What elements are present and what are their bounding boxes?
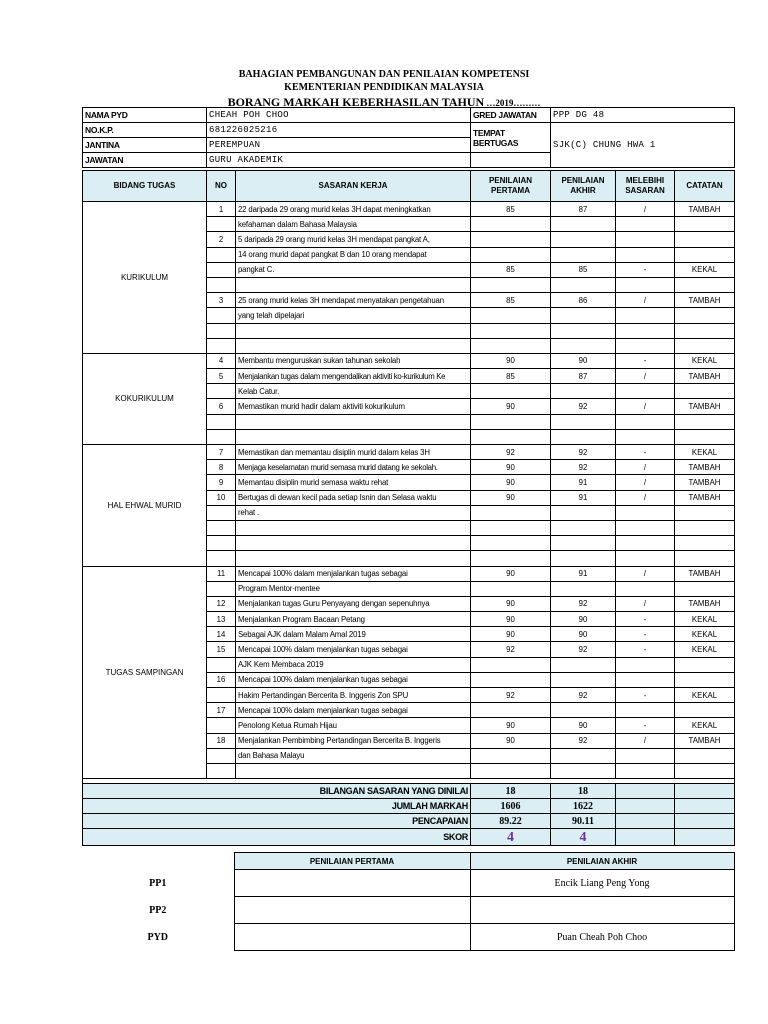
jantina-label: JANTINA <box>83 138 207 153</box>
section-kurikulum: KURIKULUM <box>83 202 207 354</box>
nama-value: CHEAH POH CHOO <box>207 108 471 123</box>
row-akhir: 92 <box>551 733 616 748</box>
row-akhir: 92 <box>551 399 616 414</box>
row-pertama: 90 <box>471 733 551 748</box>
row-catatan: KEKAL <box>675 627 735 642</box>
nama-label: NAMA PYD <box>83 108 207 123</box>
row-target: Menjalankan Program Bacaan Petang <box>236 612 471 627</box>
row-target: 25 orang murid kelas 3H mendapat menyatakan pengetahuan <box>236 293 471 308</box>
row-catatan: KEKAL <box>675 612 735 627</box>
row-catatan: KEKAL <box>675 445 735 460</box>
pyd-label: PYD <box>147 931 169 943</box>
row-no: 8 <box>207 460 236 475</box>
row-pertama: 85 <box>471 369 551 384</box>
row-melebihi: / <box>616 460 675 475</box>
row-akhir: 86 <box>551 293 616 308</box>
row-target: Mencapai 100% dalam menjalankan tugas sebagai <box>236 703 471 718</box>
jumlah-pertama: 1606 <box>471 799 551 814</box>
row-catatan: TAMBAH <box>675 293 735 308</box>
row-catatan: TAMBAH <box>675 475 735 490</box>
row-no: 1 <box>207 202 236 217</box>
row-melebihi: / <box>616 293 675 308</box>
row-no: 4 <box>207 353 236 368</box>
jawatan-value: GURU AKADEMIK <box>207 153 471 168</box>
row-pertama: 90 <box>471 612 551 627</box>
row-target: Bertugas di dewan kecil pada setiap Isnin dan Selasa waktu <box>236 490 471 505</box>
row-target: pangkat C. <box>236 262 471 277</box>
skor-pertama: 4 <box>471 829 551 846</box>
row-no: 5 <box>207 369 236 384</box>
summary-skor <box>83 829 735 846</box>
row-no: 9 <box>207 475 236 490</box>
row-target: 22 daripada 29 orang murid kelas 3H dapat meningkatkan <box>236 202 471 217</box>
row-melebihi: - <box>616 642 675 657</box>
row-melebihi: / <box>616 369 675 384</box>
row-target: Mencapai 100% dalam menjalankan tugas sebagai <box>236 566 471 581</box>
col-bidang: BIDANG TUGAS <box>83 171 207 202</box>
row-akhir: 92 <box>551 688 616 703</box>
row-target: Menjalankan Pembimbing Pertandingan Bercerita B. Inggeris <box>236 733 471 748</box>
row-pertama: 85 <box>471 293 551 308</box>
row-target: Membantu menguruskan sukan tahunan sekolah <box>236 353 471 368</box>
row-target: Menjalankan tugas dalam mengendalikan aktiviti ko-kurikulum Ke <box>236 369 471 384</box>
row-target: Program Mentor-mentee <box>236 581 471 596</box>
col-catatan: CATATAN <box>675 171 735 202</box>
row-pertama: 85 <box>471 262 551 277</box>
row-no: 17 <box>207 703 236 718</box>
row-no: 13 <box>207 612 236 627</box>
row-catatan: KEKAL <box>675 718 735 733</box>
row-catatan: TAMBAH <box>675 369 735 384</box>
row-target: yang telah dipelajari <box>236 308 471 323</box>
row-catatan: KEKAL <box>675 353 735 368</box>
sig-col-pertama: PENILAIAN PERTAMA <box>234 853 470 870</box>
section-kokurikulum: KOKURIKULUM <box>83 353 207 444</box>
sig-col-akhir: PENILAIAN AKHIR <box>470 853 734 870</box>
row-catatan: KEKAL <box>675 262 735 277</box>
col-no: NO <box>207 171 236 202</box>
col-akhir: PENILAIAN AKHIR <box>551 171 616 202</box>
nokp-value: 681226025216 <box>207 123 471 138</box>
nokp-label: NO.K.P. <box>83 123 207 138</box>
pencapaian-pertama: 89.22 <box>471 814 551 829</box>
pp1-label: PP1 <box>149 877 167 889</box>
tempat-label: TEMPAT BERTUGAS <box>471 123 551 153</box>
row-melebihi: / <box>616 596 675 611</box>
row-pertama: 90 <box>471 475 551 490</box>
row-pertama: 90 <box>471 399 551 414</box>
row-akhir: 90 <box>551 627 616 642</box>
skor-label: SKOR <box>83 829 471 846</box>
row-target: Memastikan dan memantau disiplin murid dalam kelas 3H <box>236 445 471 460</box>
row-pertama: 90 <box>471 596 551 611</box>
row-pertama: 90 <box>471 627 551 642</box>
bilangan-pertama: 18 <box>471 784 551 799</box>
row-melebihi: - <box>616 627 675 642</box>
row-target: Memantau disiplin murid semasa waktu rehat <box>236 475 471 490</box>
row-akhir: 91 <box>551 566 616 581</box>
row-akhir: 90 <box>551 612 616 627</box>
row-target: dan Bahasa Malayu <box>236 748 471 763</box>
jawatan-label: JAWATAN <box>83 153 207 168</box>
row-pertama: 90 <box>471 460 551 475</box>
gred-value: PPP DG 48 <box>551 108 735 123</box>
pp2-label: PP2 <box>149 904 167 916</box>
row-akhir: 92 <box>551 642 616 657</box>
row-melebihi: - <box>616 262 675 277</box>
sig-row-pyd <box>82 924 734 951</box>
gred-label: GRED JAWATAN <box>471 108 551 123</box>
row-akhir: 91 <box>551 475 616 490</box>
row-catatan: TAMBAH <box>675 460 735 475</box>
row-target: kefahaman dalam Bahasa Malaysia <box>236 217 471 232</box>
row-pertama: 92 <box>471 445 551 460</box>
row-no: 18 <box>207 733 236 748</box>
pp2-akhir <box>470 897 734 924</box>
row-no: 7 <box>207 445 236 460</box>
row-catatan: TAMBAH <box>675 733 735 748</box>
row-target: Kelab Catur. <box>236 384 471 399</box>
row-pertama: 92 <box>471 688 551 703</box>
row-pertama: 90 <box>471 490 551 505</box>
row-target: AJK Kem Membaca 2019 <box>236 657 471 672</box>
row-melebihi: - <box>616 688 675 703</box>
pyd-akhir: Puan Cheah Poh Choo <box>470 924 734 951</box>
row-pertama: 90 <box>471 353 551 368</box>
row-target: 14 orang murid dapat pangkat B dan 10 orang mendapat <box>236 247 471 262</box>
row-target: Penolong Ketua Rumah Hijau <box>236 718 471 733</box>
jantina-value: PEREMPUAN <box>207 138 471 153</box>
row-akhir: 90 <box>551 353 616 368</box>
sig-row-pp2 <box>82 897 734 924</box>
row-target: Menjalankan tugas Guru Penyayang dengan sepenuhnya <box>236 596 471 611</box>
row-pertama: 85 <box>471 202 551 217</box>
table-row <box>83 353 735 368</box>
row-akhir: 91 <box>551 490 616 505</box>
empty-cell <box>471 153 551 168</box>
pp2-pertama <box>234 897 470 924</box>
row-target: Menjaga keselamatan murid semasa murid datang ke sekolah. <box>236 460 471 475</box>
row-catatan: TAMBAH <box>675 399 735 414</box>
summary-jumlah <box>83 799 735 814</box>
row-no: 6 <box>207 399 236 414</box>
score-table <box>82 170 735 846</box>
row-akhir: 92 <box>551 460 616 475</box>
tempat-value: SJK(C) CHUNG HWA 1 <box>551 123 735 168</box>
row-target: Mencapai 100% dalam menjalankan tugas sebagai <box>236 672 471 687</box>
row-akhir: 92 <box>551 445 616 460</box>
row-pertama: 90 <box>471 566 551 581</box>
col-pertama: PENILAIAN PERTAMA <box>471 171 551 202</box>
row-melebihi: - <box>616 353 675 368</box>
row-no: 11 <box>207 566 236 581</box>
sig-row-pp1 <box>82 870 734 897</box>
pencapaian-akhir: 90.11 <box>551 814 616 829</box>
pp1-akhir: Encik Liang Peng Yong <box>470 870 734 897</box>
jumlah-label: JUMLAH MARKAH <box>83 799 471 814</box>
row-target: Sebagai AJK dalam Malam Amal 2019 <box>236 627 471 642</box>
form-title-text: BORANG MARKAH KEBERHASILAN TAHUN <box>227 95 485 109</box>
summary-pencapaian <box>83 814 735 829</box>
row-akhir: 92 <box>551 596 616 611</box>
section-hal-ehwal: HAL EHWAL MURID <box>83 445 207 567</box>
row-catatan: KEKAL <box>675 642 735 657</box>
row-melebihi: / <box>616 566 675 581</box>
row-melebihi: / <box>616 733 675 748</box>
row-akhir: 90 <box>551 718 616 733</box>
row-no: 10 <box>207 490 236 505</box>
row-melebihi: - <box>616 445 675 460</box>
table-row <box>83 566 735 581</box>
row-akhir: 87 <box>551 369 616 384</box>
bilangan-label: BILANGAN SASARAN YANG DINILAI <box>83 784 471 799</box>
row-catatan: TAMBAH <box>675 202 735 217</box>
col-melebihi: MELEBIHI SASARAN <box>616 171 675 202</box>
pencapaian-label: PENCAPAIAN <box>83 814 471 829</box>
form-heading-division: BAHAGIAN PEMBANGUNAN DAN PENILAIAN KOMPETENSI <box>238 69 530 80</box>
row-no: 15 <box>207 642 236 657</box>
row-catatan: TAMBAH <box>675 596 735 611</box>
pp1-pertama <box>234 870 470 897</box>
row-target: Hakim Pertandingan Bercerita B. Inggeris Zon SPU <box>236 688 471 703</box>
row-target: 5 daripada 29 orang murid kelas 3H mendapat pangkat A, <box>236 232 471 247</box>
row-catatan: TAMBAH <box>675 490 735 505</box>
row-melebihi: / <box>616 399 675 414</box>
row-melebihi: - <box>616 612 675 627</box>
pyd-pertama <box>234 924 470 951</box>
section-sampingan: TUGAS SAMPINGAN <box>83 566 207 779</box>
row-melebihi: / <box>616 490 675 505</box>
row-pertama: 92 <box>471 642 551 657</box>
bilangan-akhir: 18 <box>551 784 616 799</box>
row-no: 16 <box>207 672 236 687</box>
row-melebihi: - <box>616 718 675 733</box>
row-target: rehat . <box>236 505 471 520</box>
form-year: …2019……… <box>484 98 541 108</box>
row-melebihi: / <box>616 202 675 217</box>
row-target: Memastikan murid hadir dalam aktiviti kokurikulum <box>236 399 471 414</box>
table-row <box>83 445 735 460</box>
row-no: 3 <box>207 293 236 308</box>
row-no: 12 <box>207 596 236 611</box>
jumlah-akhir: 1622 <box>551 799 616 814</box>
row-melebihi: / <box>616 475 675 490</box>
row-catatan: TAMBAH <box>675 566 735 581</box>
row-akhir: 85 <box>551 262 616 277</box>
row-target: Mencapai 100% dalam menjalankan tugas sebagai <box>236 642 471 657</box>
table-row <box>83 202 735 217</box>
row-no: 2 <box>207 232 236 247</box>
row-akhir: 87 <box>551 202 616 217</box>
col-sasaran: SASARAN KERJA <box>236 171 471 202</box>
form-heading-ministry: KEMENTERIAN PENDIDIKAN MALAYSIA <box>284 82 484 93</box>
skor-akhir: 4 <box>551 829 616 846</box>
signature-table <box>82 852 735 951</box>
row-catatan: KEKAL <box>675 688 735 703</box>
summary-bilangan <box>83 784 735 799</box>
row-pertama: 90 <box>471 718 551 733</box>
officer-info-table <box>82 107 735 168</box>
row-no: 14 <box>207 627 236 642</box>
